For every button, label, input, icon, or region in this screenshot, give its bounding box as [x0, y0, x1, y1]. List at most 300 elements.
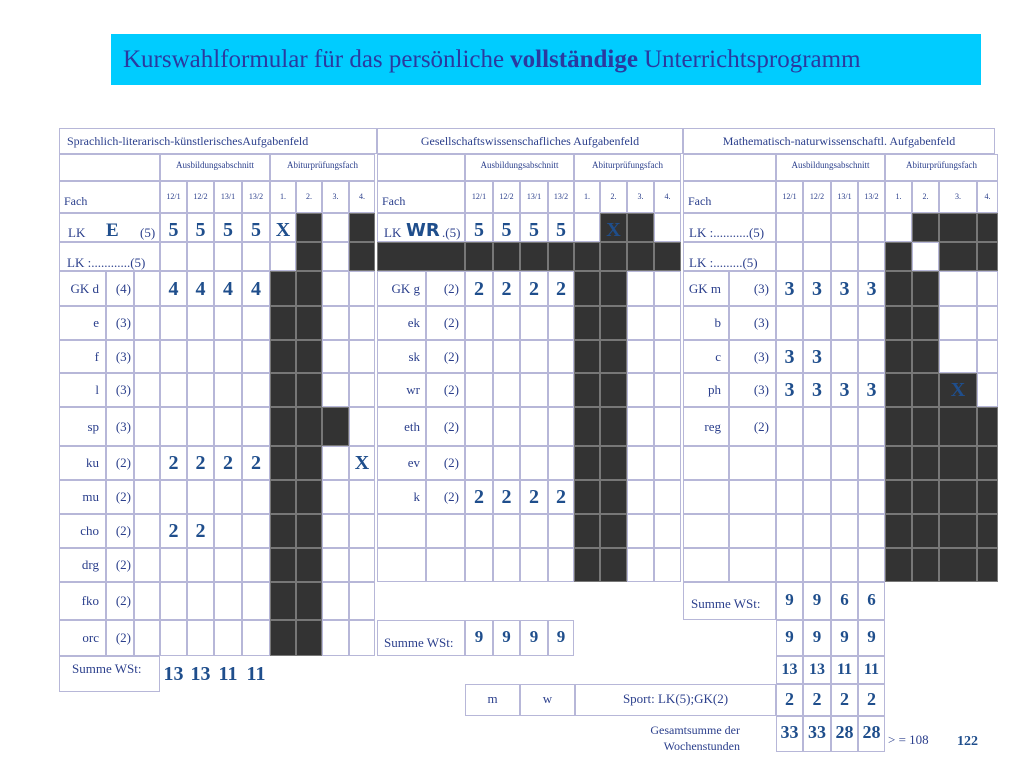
- sprach-grade-cell: [242, 373, 270, 407]
- gesell-summe-value: 9: [556, 627, 566, 646]
- sprach-exam-cell: [270, 242, 296, 271]
- mathe-exam-cell: [939, 271, 977, 306]
- gesell-grade-cell: [493, 373, 520, 407]
- sprach-grade-cell: [242, 514, 270, 548]
- gesell-grade-cell: [520, 373, 548, 407]
- sprach-summe-value: 13: [190, 663, 211, 685]
- sprach-grade-cell: [187, 480, 214, 514]
- sprach-colhead-label: 12/2: [193, 192, 208, 201]
- sprach-grade-cell: [242, 582, 270, 620]
- sprach-grade-cell: [242, 407, 270, 446]
- sprach-hours: (3): [115, 418, 131, 434]
- gesell-hours: (2): [443, 382, 459, 397]
- sport-value: 2: [812, 689, 822, 709]
- gesell-exam-cell: [574, 340, 600, 373]
- total-col-value: 9: [840, 627, 849, 646]
- mathe-abitur-label: Abiturprüfungsfach: [906, 160, 977, 170]
- sprach-exam-cell: [322, 271, 349, 306]
- gesell-exam-cell: [654, 373, 681, 407]
- mathe-colhead-label: 13/2: [864, 192, 879, 201]
- sprach-grade-cell: [160, 620, 187, 656]
- gesell-exam-cell: [574, 271, 600, 306]
- sprach-subject: cho: [80, 523, 99, 538]
- sprach-ausbildung-label: Ausbildungsabschnitt: [176, 160, 254, 170]
- gesell-exam-cell: [600, 373, 627, 407]
- mathe-subject-cell: [683, 373, 729, 407]
- gesell-grade-cell: [465, 306, 493, 340]
- mathe-exam-cell: [885, 306, 912, 340]
- gesell-exam-cell: [627, 407, 654, 446]
- sprach-subject: drg: [81, 557, 99, 572]
- sport-value: 2: [840, 689, 849, 709]
- sprach-exam-cell: [349, 373, 375, 407]
- gesell-grade-cell: [493, 548, 520, 582]
- gesell-exam-cell: [574, 242, 600, 271]
- gesell-exam-cell: [654, 242, 681, 271]
- gesell-grade-cell: [548, 514, 574, 548]
- mathe-colhead-label: 12/2: [809, 192, 825, 201]
- gesell-grade-cell: [548, 446, 574, 480]
- sprach-colhead-label: 4.: [359, 192, 365, 201]
- mathe-exam-cell: [912, 514, 939, 548]
- gesell-exam-cell: [654, 480, 681, 514]
- sprach-exam-cell: [349, 407, 375, 446]
- total-col-value: 9: [785, 627, 794, 646]
- mathe-grade-cell: [831, 340, 858, 373]
- sprach-grade-cell: [187, 306, 214, 340]
- mathe-hours-cell: [729, 514, 776, 548]
- gesell-lk-mark: X: [606, 219, 621, 241]
- sprach-exam-cell: [322, 340, 349, 373]
- sprach-exam-cell: [349, 242, 375, 271]
- gesell-exam-cell: [627, 271, 654, 306]
- sprach-grade-cell: [242, 340, 270, 373]
- gesell-colhead-label: 4.: [664, 192, 671, 201]
- gesell-grade-cell: [548, 306, 574, 340]
- gesell-exam-cell: [574, 213, 600, 242]
- gesell-exam-cell: [600, 306, 627, 340]
- sprach-exam-cell: [270, 340, 296, 373]
- gesell-grade: 2: [501, 486, 512, 508]
- sprach-grade-cell: [242, 480, 270, 514]
- sprach-subject: l: [95, 382, 99, 397]
- mathe-header-label: Mathematisch-naturwissenschaftl. Aufgabenfeld: [722, 134, 956, 148]
- mathe-exam-cell: [912, 373, 939, 407]
- mathe-grade-cell: [776, 407, 803, 446]
- mathe-hours: (3): [753, 382, 769, 397]
- gesell-exam-cell: [600, 242, 627, 271]
- mathe-grade-cell: [858, 446, 885, 480]
- sprach-exam-cell: [322, 620, 349, 656]
- mathe-colhead-label: 3.: [955, 192, 961, 201]
- mathe-exam-cell: [939, 446, 977, 480]
- gesell-exam-cell: [654, 306, 681, 340]
- sprach-exam-cell: [270, 271, 296, 306]
- gesell-exam-cell: [654, 548, 681, 582]
- gesell-colhead-label: 13/2: [553, 192, 569, 201]
- sprach-grade-cell: [214, 480, 242, 514]
- sprach-hours: (2): [115, 489, 131, 504]
- mathe-exam-cell: [885, 480, 912, 514]
- sprach-grade-cell: [214, 373, 242, 407]
- mathe-grade-cell: [858, 242, 885, 271]
- sprach-exam-cell: [349, 480, 375, 514]
- gesell-exam-cell: [574, 548, 600, 582]
- gesell-lk-grade: 5: [474, 219, 484, 241]
- gesell-exam-cell: [627, 548, 654, 582]
- gesell-header-label: Gesellschaftswissenschafliches Aufgabenfeld: [420, 134, 640, 148]
- gesell-exam-cell: [574, 306, 600, 340]
- sprach-exam-cell: [296, 407, 322, 446]
- mathe-exam-cell: [912, 242, 939, 271]
- mathe-exam-cell: [977, 373, 998, 407]
- gesell-summe-value: 9: [529, 627, 539, 646]
- gesell-lk-hours: .(5): [442, 225, 461, 240]
- sprach-subject: e: [93, 315, 99, 330]
- sprach-subject: f: [94, 348, 99, 364]
- gesell-grade-cell: [520, 407, 548, 446]
- sprach-grade: 2: [195, 452, 206, 474]
- mathe-exam-cell: [977, 548, 998, 582]
- sprach-grade-cell: [242, 242, 270, 271]
- mathe-exam-cell: [912, 340, 939, 373]
- mathe-exam-cell: [912, 271, 939, 306]
- sprach-grade: 4: [251, 277, 261, 300]
- gesell-summe-value: 9: [502, 627, 511, 646]
- gesell-summe-value: 9: [474, 627, 484, 646]
- gesell-hours: (2): [443, 315, 459, 330]
- gesell-exam-cell: [600, 480, 627, 514]
- sprach-grade-cell: [187, 407, 214, 446]
- mathe-exam-cell: [977, 480, 998, 514]
- sprach-grade-cell: [214, 340, 242, 373]
- mathe-exam-cell: [885, 446, 912, 480]
- mathe-exam-cell: [977, 242, 998, 271]
- sprach-exam-cell: [322, 548, 349, 582]
- gesell-exam-cell: [627, 446, 654, 480]
- mathe-grade-cell: [803, 548, 831, 582]
- mathe-exam-cell: [885, 407, 912, 446]
- mathe-exam-cell: [912, 548, 939, 582]
- sprach-hours: (3): [115, 382, 131, 397]
- mathe-exam-cell: [885, 340, 912, 373]
- mathe-grade: 3: [866, 277, 877, 300]
- gesell-grade-cell: [465, 407, 493, 446]
- gesell-grade-cell: [465, 514, 493, 548]
- sprach-summe-label: Summe WSt:: [72, 661, 142, 676]
- sprach-grade-cell: [242, 306, 270, 340]
- sprach-hours: (3): [115, 348, 131, 364]
- mathe-exam-cell: [885, 548, 912, 582]
- gesell-subject-cell: [377, 514, 426, 548]
- sprach-grade-cell: [187, 620, 214, 656]
- gesell-exam-cell: [654, 271, 681, 306]
- gesell-abitur-label: Abiturprüfungsfach: [592, 160, 663, 170]
- sprach-blank-cell: [134, 514, 160, 548]
- gesell-exam-cell: [627, 213, 654, 242]
- mathe-lk2-label: LK :.........(5): [689, 255, 758, 270]
- sprach-exam-cell: [296, 373, 322, 407]
- sprach-grade-cell: [214, 514, 242, 548]
- gesell-grade-cell: [465, 446, 493, 480]
- sport-label: Sport: LK(5);GK(2): [622, 691, 729, 706]
- mathe-fach-label: Fach: [688, 194, 712, 208]
- gesell-grade-cell: [465, 548, 493, 582]
- sprach-hours: (2): [115, 557, 131, 572]
- mathe-grade: 3: [839, 379, 850, 401]
- sprach-exam-cell: [296, 480, 322, 514]
- sprach-lk-grade: 5: [195, 219, 206, 241]
- mathe-subject: c: [715, 348, 721, 364]
- gesell-grade-cell: [465, 373, 493, 407]
- gesell-exam-cell: [574, 373, 600, 407]
- gesell-lk-grade: 5: [556, 219, 566, 241]
- sprach-exam-cell: [349, 582, 375, 620]
- sprach-grade-cell: [160, 306, 187, 340]
- gesell-exam-cell: [627, 340, 654, 373]
- mathe-grade-cell: [776, 548, 803, 582]
- gesell-colhead-label: 3.: [637, 192, 644, 201]
- sprach-grade-cell: [214, 242, 242, 271]
- sport-m: m: [487, 691, 498, 706]
- gesell-exam-cell: [627, 480, 654, 514]
- sprach-exam-cell: [296, 213, 322, 242]
- mathe-summe-value: 6: [840, 590, 849, 609]
- gesell-colhead-label: 12/2: [499, 192, 514, 201]
- gesell-subject: GK g: [391, 280, 420, 296]
- sprach-blank-cell: [134, 340, 160, 373]
- mathe-grade: 3: [812, 345, 822, 368]
- mathe-exam-cell: [939, 213, 977, 242]
- sprach-grade-cell: [160, 407, 187, 446]
- sprach-grade-cell: [187, 582, 214, 620]
- mathe-hours: (3): [753, 348, 769, 364]
- sprach-colhead-label: 3.: [332, 192, 339, 201]
- gesell-exam-cell: [600, 548, 627, 582]
- gesamt-min: > = 108: [888, 732, 929, 747]
- sprach-grade: 2: [168, 452, 179, 474]
- mathe-blank-head: [683, 154, 776, 181]
- mathe-grade: 3: [812, 379, 822, 401]
- gesell-grade-cell: [520, 514, 548, 548]
- gesell-grade-cell: [493, 446, 520, 480]
- gesell-exam-cell: [574, 514, 600, 548]
- mathe-subject: ph: [708, 382, 721, 397]
- sprach-exam-cell: [322, 306, 349, 340]
- sprach-exam-cell: [270, 620, 296, 656]
- mathe-subject-cell: [683, 480, 729, 514]
- mathe-grade-cell: [858, 548, 885, 582]
- gesell-fach-label: Fach: [382, 194, 406, 208]
- gesell-exam-cell: [627, 306, 654, 340]
- mathe-exam-cell: [885, 242, 912, 271]
- mathe-colhead-label: 2.: [922, 192, 929, 201]
- mathe-grade-cell: [831, 480, 858, 514]
- mathe-exam-cell: [885, 373, 912, 407]
- sprach-grade-cell: [160, 582, 187, 620]
- sprach-grade-cell: [187, 242, 214, 271]
- gesell-hours-cell: [426, 514, 465, 548]
- sprach-blank-head: [59, 154, 160, 181]
- mathe-grade: 3: [784, 345, 795, 368]
- sprach-colhead-label: 1.: [280, 192, 286, 201]
- gesell-grade-cell: [520, 242, 548, 271]
- sprach-grade: 2: [251, 452, 261, 474]
- mathe-grade-cell: [858, 340, 885, 373]
- sprach-grade-cell: [242, 620, 270, 656]
- mathe-hours: (3): [753, 280, 769, 296]
- gesell-subject-cell: [377, 548, 426, 582]
- gesell-exam-cell: [654, 514, 681, 548]
- sprach-grade-cell: [242, 548, 270, 582]
- sprach-exam-cell: [322, 514, 349, 548]
- mathe-grade: 3: [812, 277, 822, 300]
- gesell-exam-cell: [600, 340, 627, 373]
- sprach-hours: (2): [115, 523, 131, 538]
- mathe-grade-cell: [858, 480, 885, 514]
- sprach-blank-cell: [134, 306, 160, 340]
- sprach-exam-cell: [296, 306, 322, 340]
- mathe-exam-cell: [977, 213, 998, 242]
- mathe-grade-cell: [776, 480, 803, 514]
- gesell-hours: (2): [443, 418, 459, 434]
- sprach-exam-cell: [270, 306, 296, 340]
- gesell-exam-cell: [654, 407, 681, 446]
- sport-value: 2: [785, 689, 794, 709]
- gesell-grade-cell: [548, 548, 574, 582]
- mathe-grade: 3: [784, 379, 795, 401]
- total-col-value: 11: [836, 661, 853, 678]
- gesell-exam-cell: [600, 446, 627, 480]
- mathe-grade-cell: [858, 306, 885, 340]
- gesell-summe-label: Summe WSt:: [384, 635, 454, 650]
- mathe-grade-cell: [803, 480, 831, 514]
- mathe-subject: GK m: [688, 280, 721, 296]
- sprach-grade-cell: [187, 340, 214, 373]
- gesell-grade-cell: [548, 407, 574, 446]
- sprach-lk-mark: X: [275, 219, 291, 241]
- mathe-summe-value: 9: [785, 590, 794, 609]
- sprach-grade-cell: [214, 407, 242, 446]
- sprach-hours: (2): [115, 630, 131, 645]
- sprach-grade: 4: [168, 277, 179, 300]
- gesell-grade-cell: [548, 373, 574, 407]
- mathe-exam-cell: [912, 306, 939, 340]
- title-suffix: Unterrichtsprogramm: [643, 45, 861, 73]
- sprach-exam-cell: [296, 446, 322, 480]
- mathe-exam-cell: [939, 480, 977, 514]
- sprach-lk-grade: 5: [223, 219, 233, 241]
- mathe-exam-cell: [977, 306, 998, 340]
- mathe-grade-cell: [831, 548, 858, 582]
- sprach-subject: fko: [81, 593, 99, 608]
- gesell-grade: 2: [501, 277, 512, 300]
- sprach-lk2-label: LK :............(5): [67, 255, 146, 270]
- gesell-grade-cell: [493, 306, 520, 340]
- sprach-subject: orc: [82, 630, 99, 645]
- mathe-exam-cell: [939, 242, 977, 271]
- sprach-header-label: Sprachlich-literarisch-künstlerischesAufgabenfeld: [67, 134, 309, 148]
- sprach-exam-cell: [322, 213, 349, 242]
- gesell-grade-cell: [493, 514, 520, 548]
- gesell-grade-cell: [520, 340, 548, 373]
- mathe-exam-cell: [939, 548, 977, 582]
- gesell-grade-cell: [465, 242, 493, 271]
- sprach-blank-cell: [134, 620, 160, 656]
- sprach-grade-cell: [214, 548, 242, 582]
- gesell-lk-subject: WR: [406, 220, 440, 241]
- sprach-blank-cell: [134, 407, 160, 446]
- gesell-hours: (2): [443, 455, 459, 470]
- gesamt-value: 33: [780, 722, 799, 742]
- gesell-grade-cell: [520, 446, 548, 480]
- sprach-exam-cell: [270, 582, 296, 620]
- sport-value: 2: [867, 689, 876, 709]
- sprach-exam-cell: [349, 306, 375, 340]
- sprach-exam-cell: [322, 242, 349, 271]
- mathe-colhead-label: 4.: [984, 192, 991, 201]
- sprach-exam-cell: [270, 548, 296, 582]
- total-col-value: 9: [867, 627, 876, 646]
- sprach-grade: 2: [168, 520, 179, 542]
- mathe-exam-cell: [939, 514, 977, 548]
- sprach-exam-cell: [270, 446, 296, 480]
- sprach-blank-cell: [134, 582, 160, 620]
- mathe-grade-cell: [803, 514, 831, 548]
- gesell-lk-label: LK: [384, 225, 402, 240]
- mathe-exam-cell: [885, 514, 912, 548]
- gesell-grade-cell: [493, 340, 520, 373]
- mathe-exam-cell: [977, 514, 998, 548]
- mathe-exam-cell: [939, 306, 977, 340]
- sprach-grade-cell: [187, 373, 214, 407]
- total-col-value: 13: [809, 661, 825, 678]
- mathe-exam-cell: [885, 271, 912, 306]
- gesamt-sum: 122: [957, 734, 978, 749]
- gesell-exam-cell: [600, 514, 627, 548]
- mathe-exam-cell: [912, 480, 939, 514]
- sprach-grade-cell: [160, 340, 187, 373]
- mathe-exam-cell: [912, 213, 939, 242]
- mathe-hours-cell: [729, 548, 776, 582]
- sprach-fach-label: Fach: [64, 194, 88, 208]
- sprach-exam-cell: [296, 271, 322, 306]
- sprach-exam-cell: [296, 514, 322, 548]
- mathe-grade-cell: [831, 407, 858, 446]
- sprach-grade-cell: [187, 548, 214, 582]
- sprach-hours: (3): [115, 315, 131, 330]
- title-prefix: Kurswahlformular für das persönliche: [123, 45, 505, 73]
- sprach-exam-cell: [270, 407, 296, 446]
- sprach-grade: 4: [195, 277, 206, 300]
- sprach-exam-cell: [349, 620, 375, 656]
- sprach-grade-cell: [160, 480, 187, 514]
- gesell-lk-grade: 5: [529, 219, 539, 241]
- sprach-colhead-label: 13/2: [248, 192, 264, 201]
- gesell-subject: ev: [407, 455, 420, 470]
- sprach-lk-hours: (5): [140, 225, 156, 240]
- gesell-exam-cell: [600, 271, 627, 306]
- sprach-grade-cell: [214, 306, 242, 340]
- mathe-subject-cell: [683, 548, 729, 582]
- mathe-exam-cell: [977, 446, 998, 480]
- gesell-hours: (2): [443, 489, 459, 504]
- sprach-exam-cell: [270, 373, 296, 407]
- gesell-grade-cell: [493, 242, 520, 271]
- gesell-subject: eth: [404, 418, 420, 434]
- sprach-grade: 2: [195, 520, 206, 542]
- mathe-colhead-label: 13/1: [837, 192, 852, 201]
